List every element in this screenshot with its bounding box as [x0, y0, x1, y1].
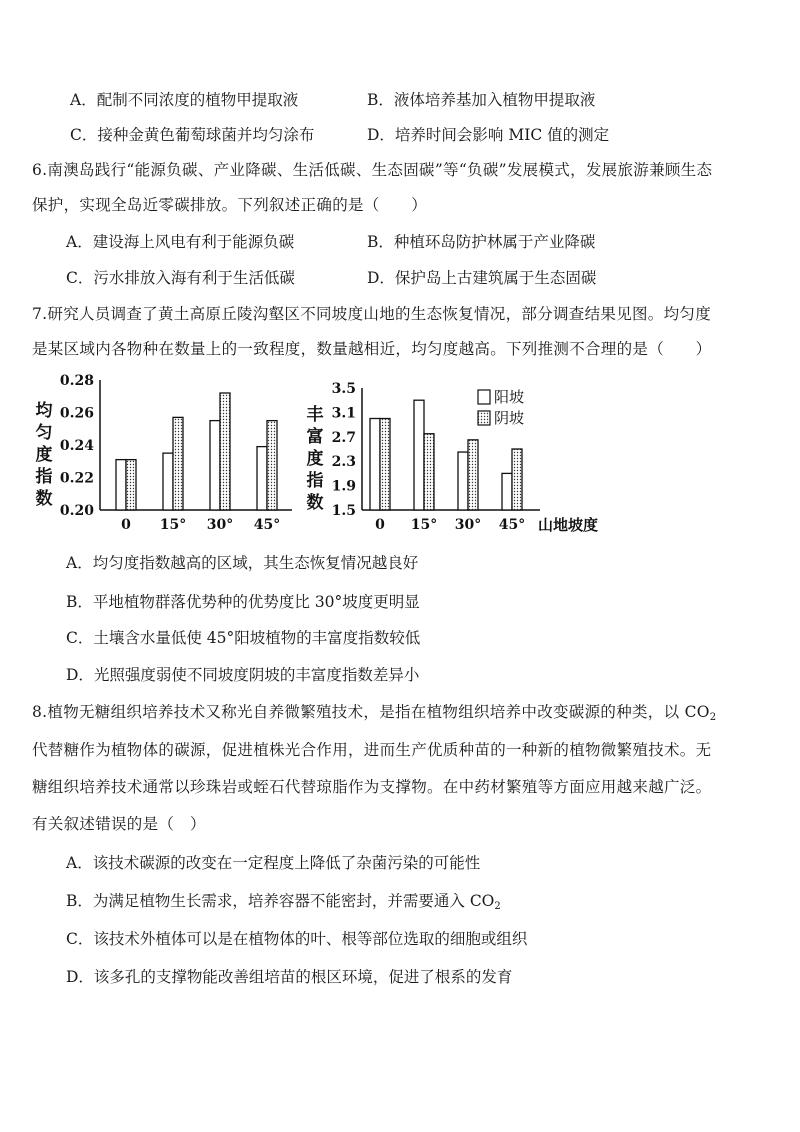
x-tick-label: 0 — [375, 517, 385, 533]
bar-sunny-0 — [116, 460, 126, 510]
legend-sunny-swatch — [478, 390, 490, 404]
svg-text:数: 数 — [306, 493, 324, 513]
x-tick-label: 30° — [206, 517, 234, 533]
q8-option-d: D．该多孔的支撑物能改善组培苗的根区环境，促进了根系的发育 — [66, 968, 513, 986]
bar-sunny-0 — [370, 419, 380, 511]
q8-option-c: C．该技术外植体可以是在植物体的叶、根等部位选取的细胞或组织 — [66, 930, 528, 948]
y-tick-label: 2.7 — [331, 429, 356, 446]
richness-chart — [307, 381, 599, 534]
bar-shady-2 — [220, 393, 230, 510]
q8-option-b: B．为满足植物生长需求，培养容器不能密封，并需要通入 $CO_2$ — [66, 892, 501, 912]
bar-sunny-1 — [414, 400, 424, 510]
q7-option-d: D．光照强度弱使不同坡度阴坡的丰富度指数差异小 — [66, 666, 420, 684]
bar-shady-0 — [126, 460, 136, 510]
richness-xlabel: 山地坡度 — [538, 516, 599, 534]
y-tick-label: 0.28 — [59, 373, 94, 389]
bar-sunny-3 — [502, 473, 512, 510]
legend-shady-swatch — [478, 411, 490, 425]
q6-option-c: C．污水排放入海有利于生活低碳 — [66, 269, 295, 287]
y-tick-label: 0.24 — [59, 438, 94, 454]
q6-option-d: D．保护岛上古建筑属于生态固碳 — [367, 269, 597, 287]
q7-stem-line2: 是某区域内各物种在数量上的一致程度，数量越相近，均匀度越高。下列推测不合理的是（ ） — [32, 340, 712, 358]
x-tick-label: 15° — [159, 517, 187, 533]
q5-option-c: C．接种金黄色葡萄球菌并均匀涂布 — [70, 126, 315, 144]
y-tick-label: 0.22 — [59, 470, 94, 487]
svg-text:数: 数 — [35, 489, 53, 509]
x-tick-label: 0 — [121, 517, 131, 533]
y-tick-label: 0.20 — [59, 503, 94, 519]
q8-stem-line4: 有关叙述错误的是（ ） — [32, 815, 206, 833]
richness-ylabel — [307, 404, 324, 513]
q8-option-a: A．该技术碳源的改变在一定程度上降低了杂菌污染的可能性 — [66, 854, 481, 872]
bar-sunny-1 — [163, 453, 173, 510]
q6-stem-line2: 保护，实现全岛近零碳排放。下列叙述正确的是（ ） — [32, 196, 428, 214]
legend-sunny-label: 阳坡 — [494, 388, 525, 406]
q8-stem-line2: 代替糖作为植物体的碳源，促进植株光合作用，进而生产优质种苗的一种新的植物微繁殖技术。无 — [32, 741, 712, 759]
svg-text:指: 指 — [306, 471, 324, 491]
evenness-chart — [36, 373, 293, 533]
q6-option-b: B．种植环岛防护林属于产业降碳 — [367, 233, 596, 251]
x-tick-label: 15° — [410, 517, 438, 533]
svg-text:均: 均 — [35, 401, 53, 421]
bar-shady-1 — [424, 434, 434, 510]
y-tick-label: 1.5 — [331, 503, 356, 519]
svg-text:度: 度 — [306, 449, 324, 469]
bar-shady-2 — [468, 440, 478, 510]
svg-text:度: 度 — [35, 445, 53, 465]
q8-stem-line1: 8.植物无糖组织培养技术又称光自养微繁殖技术，是指在植物组织培养中改变碳源的种类，以 $CO_2$ — [32, 703, 717, 723]
q7-option-a: A．均匀度指数越高的区域，其生态恢复情况越良好 — [66, 554, 419, 572]
x-tick-label: 30° — [454, 517, 482, 533]
bar-sunny-3 — [257, 447, 267, 510]
legend-shady-label: 阴坡 — [494, 409, 525, 427]
svg-text:匀: 匀 — [35, 423, 53, 443]
q7-charts — [0, 370, 800, 540]
bar-sunny-2 — [210, 421, 220, 510]
q6-stem-line1: 6.南澳岛践行“能源负碳、产业降碳、生活低碳、生态固碳”等“负碳”发展模式，发展旅游兼顾生态 — [32, 161, 713, 179]
evenness-ylabel — [36, 400, 54, 509]
x-tick-label: 45° — [253, 517, 281, 533]
bar-shady-3 — [512, 449, 522, 510]
bar-shady-1 — [173, 417, 183, 510]
bar-sunny-2 — [458, 452, 468, 510]
q7-option-b: B．平地植物群落优势种的优势度比 30°坡度更明显 — [66, 593, 420, 611]
q7-stem-line1: 7.研究人员调查了黄土高原丘陵沟壑区不同坡度山地的生态恢复情况，部分调查结果见图。均匀度 — [32, 305, 711, 323]
q5-option-a: A．配制不同浓度的植物甲提取液 — [70, 91, 299, 109]
y-tick-label: 3.5 — [331, 381, 356, 397]
y-tick-label: 3.1 — [331, 405, 356, 422]
q8-stem-line3: 糖组织培养技术通常以珍珠岩或蛭石代替琼脂作为支撑物。在中药材繁殖等方面应用越来越广泛。 — [32, 778, 712, 796]
svg-text:指: 指 — [35, 467, 53, 487]
q7-option-c: C．土壤含水量低使 45°阳坡植物的丰富度指数较低 — [66, 629, 421, 647]
q6-option-a: A．建设海上风电有利于能源负碳 — [66, 233, 295, 251]
y-tick-label: 0.26 — [59, 405, 94, 422]
q5-option-b: B．液体培养基加入植物甲提取液 — [367, 91, 596, 109]
legend — [478, 388, 524, 427]
x-tick-label: 45° — [498, 517, 526, 533]
svg-text:富: 富 — [306, 427, 324, 447]
bar-shady-3 — [267, 421, 277, 510]
bar-shady-0 — [380, 419, 390, 511]
q5-option-d: D．培养时间会影响 MIC 值的测定 — [367, 126, 610, 144]
svg-text:丰: 丰 — [306, 405, 324, 425]
y-tick-label: 2.3 — [331, 454, 356, 471]
y-tick-label: 1.9 — [331, 478, 356, 495]
